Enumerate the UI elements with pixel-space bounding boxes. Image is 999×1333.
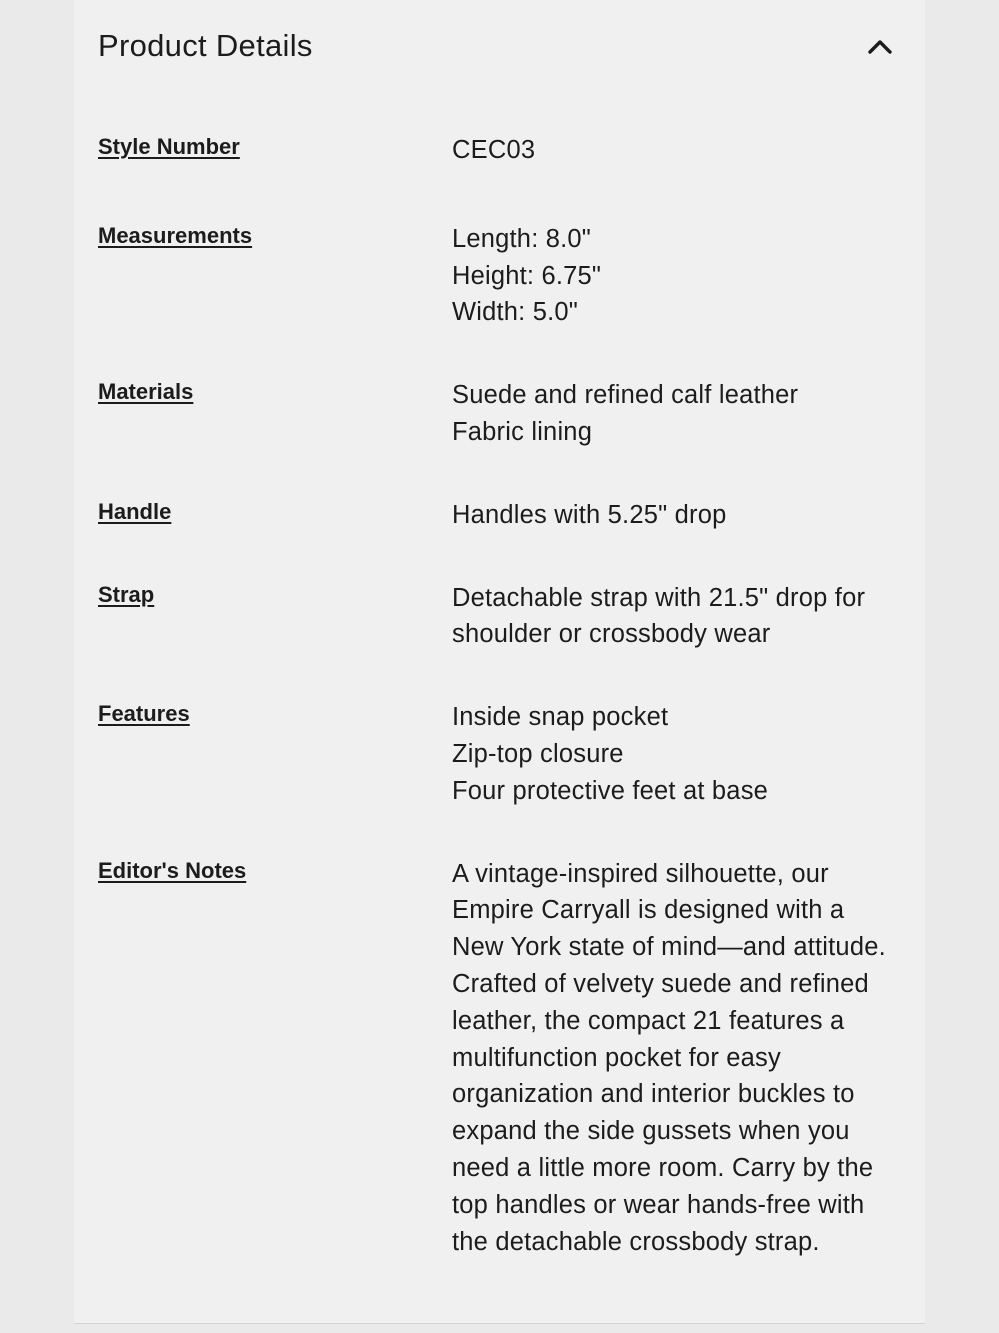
detail-row-measurements <box>98 221 906 331</box>
detail-value-line: Suede and refined calf leather <box>452 381 799 410</box>
detail-value-line: Length: 8.0" <box>452 224 592 253</box>
detail-row-materials <box>98 377 906 451</box>
detail-value-line: CEC03 <box>452 136 536 164</box>
detail-row-editors-notes <box>98 856 906 1261</box>
chevron-up-icon[interactable] <box>862 30 898 64</box>
detail-value <box>452 377 906 451</box>
section-title: Product Details <box>98 28 313 63</box>
detail-row-style-number <box>98 132 906 169</box>
detail-value <box>452 699 906 809</box>
detail-row-strap <box>98 580 906 654</box>
detail-value-line: Zip-top closure <box>452 739 624 768</box>
detail-value <box>452 856 902 1261</box>
detail-value-line: Handles with 5.25" drop <box>452 500 727 529</box>
detail-row-handle <box>98 497 906 534</box>
detail-value-line: Width: 5.0" <box>452 298 579 327</box>
detail-value <box>452 497 906 534</box>
detail-value <box>452 221 906 331</box>
detail-value <box>452 132 906 169</box>
editors-notes-text: A vintage-inspired silhouette, our Empire Carryall is designed with a New York state of mind—and attitude. Crafted of velvety suede and refined leather, the compact 21 features a multifunction pocket for easy organization and interior buckles to expand the side gussets when you need a little more room. Carry by the top handles or wear hands-free with the detachable crossbody strap. <box>452 859 886 1256</box>
details-list <box>98 132 906 1260</box>
detail-label: Measurements <box>98 222 253 248</box>
detail-label: Editor's Notes <box>98 857 247 883</box>
detail-value-line: Height: 6.75" <box>452 261 602 290</box>
detail-value-line: Inside snap pocket <box>452 703 669 732</box>
detail-label: Strap <box>98 581 155 607</box>
detail-label: Features <box>98 701 190 727</box>
detail-value-line: Fabric lining <box>452 417 593 446</box>
detail-value-line: Detachable strap with 21.5" drop for shoulder or crossbody wear <box>452 583 866 649</box>
detail-value <box>452 580 902 654</box>
detail-label: Style Number <box>98 134 240 159</box>
detail-value-line: Four protective feet at base <box>452 776 769 805</box>
product-details-panel <box>74 0 925 1324</box>
detail-row-features <box>98 699 906 809</box>
detail-label: Handle <box>98 498 172 524</box>
detail-label: Materials <box>98 379 194 405</box>
accordion-header[interactable] <box>98 0 898 96</box>
